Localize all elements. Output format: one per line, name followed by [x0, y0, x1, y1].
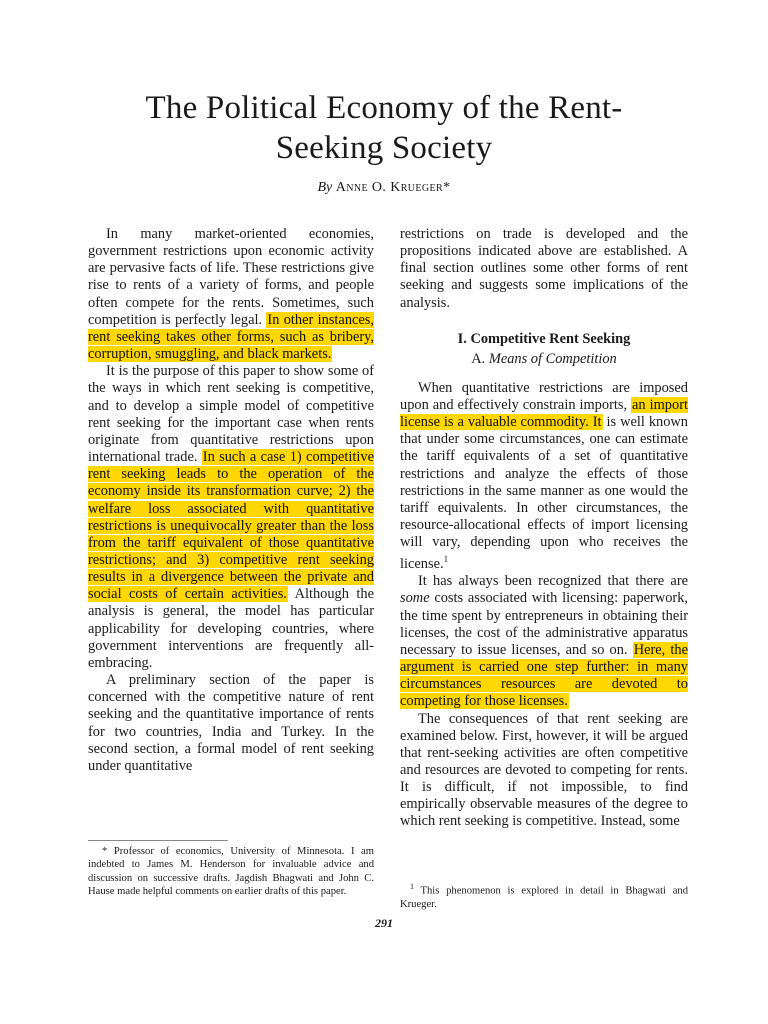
article-title — [0, 88, 768, 168]
footnote-author-text: * Professor of economics, University of Minnesota. I am indebted to James M. Henderson for invaluable advice and discussion on successive drafts. Jagdish Bhagwati and John C. Hause made helpful comments on earlier drafts of this paper. — [88, 846, 374, 898]
left-column — [88, 226, 374, 775]
highlight: In such a case 1) competitive rent seeking leads to the operation of the economy inside its transformation curve; 2) the welfare loss associated with quantitative restrictions is unequivocally greater than the loss from the tariff equivalent of those quantitative restrictions; and 3) competitive rent seeking results in a divergence between the private and social costs of certain activities. — [88, 449, 374, 603]
section-heading: I. Competitive Rent Seeking — [457, 330, 631, 347]
paragraph-licensing-costs: It has always been recognized that there are some costs associated with licensing: paperwork, the time spent by entrepreneurs in obtaining their licenses, the cost of the administrative apparatus necessary to issue licenses, and so on. Here, the argument is carried one step further: in many circumstances resources are devoted to competing for those licenses. — [400, 573, 688, 710]
footnote-1 — [400, 880, 688, 911]
byline-prefix: By — [317, 180, 333, 195]
paragraph-consequences: The consequences of that rent seeking are examined below. First, however, it will be argued that rent-seeking activities are often competitive and resources are devoted to competing for rents. It is difficult, if not impossible, to find empirically observable measures of the degree to which rent seeking is competitive. Instead, some — [400, 710, 688, 830]
paragraph-intro: In many market-oriented economies, government restrictions upon economic activity are pervasive facts of life. These restrictions give rise to rents of a variety of forms, and people often compete for the rents. Sometimes, such competition is perfectly legal. In other instances, rent seeking takes other forms, such as bribery, corruption, smuggling, and black markets. — [88, 226, 374, 363]
paragraph-continued: restrictions on trade is developed and the propositions indicated above are established. A final section outlines some other forms of rent seeking and suggests some implications of the analysis. — [400, 226, 688, 311]
byline — [0, 180, 768, 196]
footnote-author — [88, 840, 374, 899]
paragraph-purpose: It is the purpose of this paper to show some of the ways in which rent seeking is competitive, and to develop a simple model of competitive rent seeking for the important case when rents originate from quantitative restrictions upon international trade. In such a case 1) competitive rent seeking leads to the operation of the economy inside its transformation curve; 2) the welfare loss associated with quantitative restrictions is unequivocally greater than the loss from the tariff equivalent of those quantitative restrictions; and 3) competitive rent seeking results in a divergence between the private and social costs of certain activities. Although the analysis is general, the model has particular applicability for developing countries, where government interventions are frequently all-embracing. — [88, 363, 374, 671]
right-column — [400, 226, 688, 831]
page-number: 291 — [375, 916, 393, 930]
paragraph-import-license: When quantitative restrictions are imposed upon and effectively constrain imports, an import license is a valuable commodity. It is well known that under some circumstances, one can estimate the tariff equivalents of a set of quantitative restrictions and analyze the effects of those restrictions in the same manner as one would the tariff equivalents. In other circumstances, the resource-allocational effects of import licensing will vary, depending upon who receives the license.$^1$ — [400, 379, 689, 573]
author-name: Anne O. Krueger* — [335, 180, 451, 195]
footnote-rule — [88, 840, 228, 841]
paragraph-outline: A preliminary section of the paper is concerned with the competitive nature of rent seeking and the quantitative importance of rents for two countries, India and Turkey. In the second section, a formal model of rent seeking under quantitative — [88, 672, 374, 774]
footnote-marker: 1 — [410, 882, 414, 891]
highlight: an import license is a valuable commodity. It — [400, 396, 688, 431]
title-line-2: Seeking Society — [275, 130, 493, 166]
footnote-ref: 1 — [443, 554, 449, 565]
footnote-1-text: This phenomenon is explored in detail in Bhagwati and Krueger. — [400, 885, 688, 910]
subsection-heading: A. Means of Competition — [471, 350, 617, 367]
title-line-1: The Political Economy of the Rent- — [145, 90, 623, 126]
highlight: Here, the argument is carried one step further: in many circumstances resources are devoted to competing for those licenses. — [400, 641, 688, 710]
highlight: In other instances, rent seeking takes other forms, such as bribery, corruption, smuggling, and black markets. — [88, 311, 374, 363]
